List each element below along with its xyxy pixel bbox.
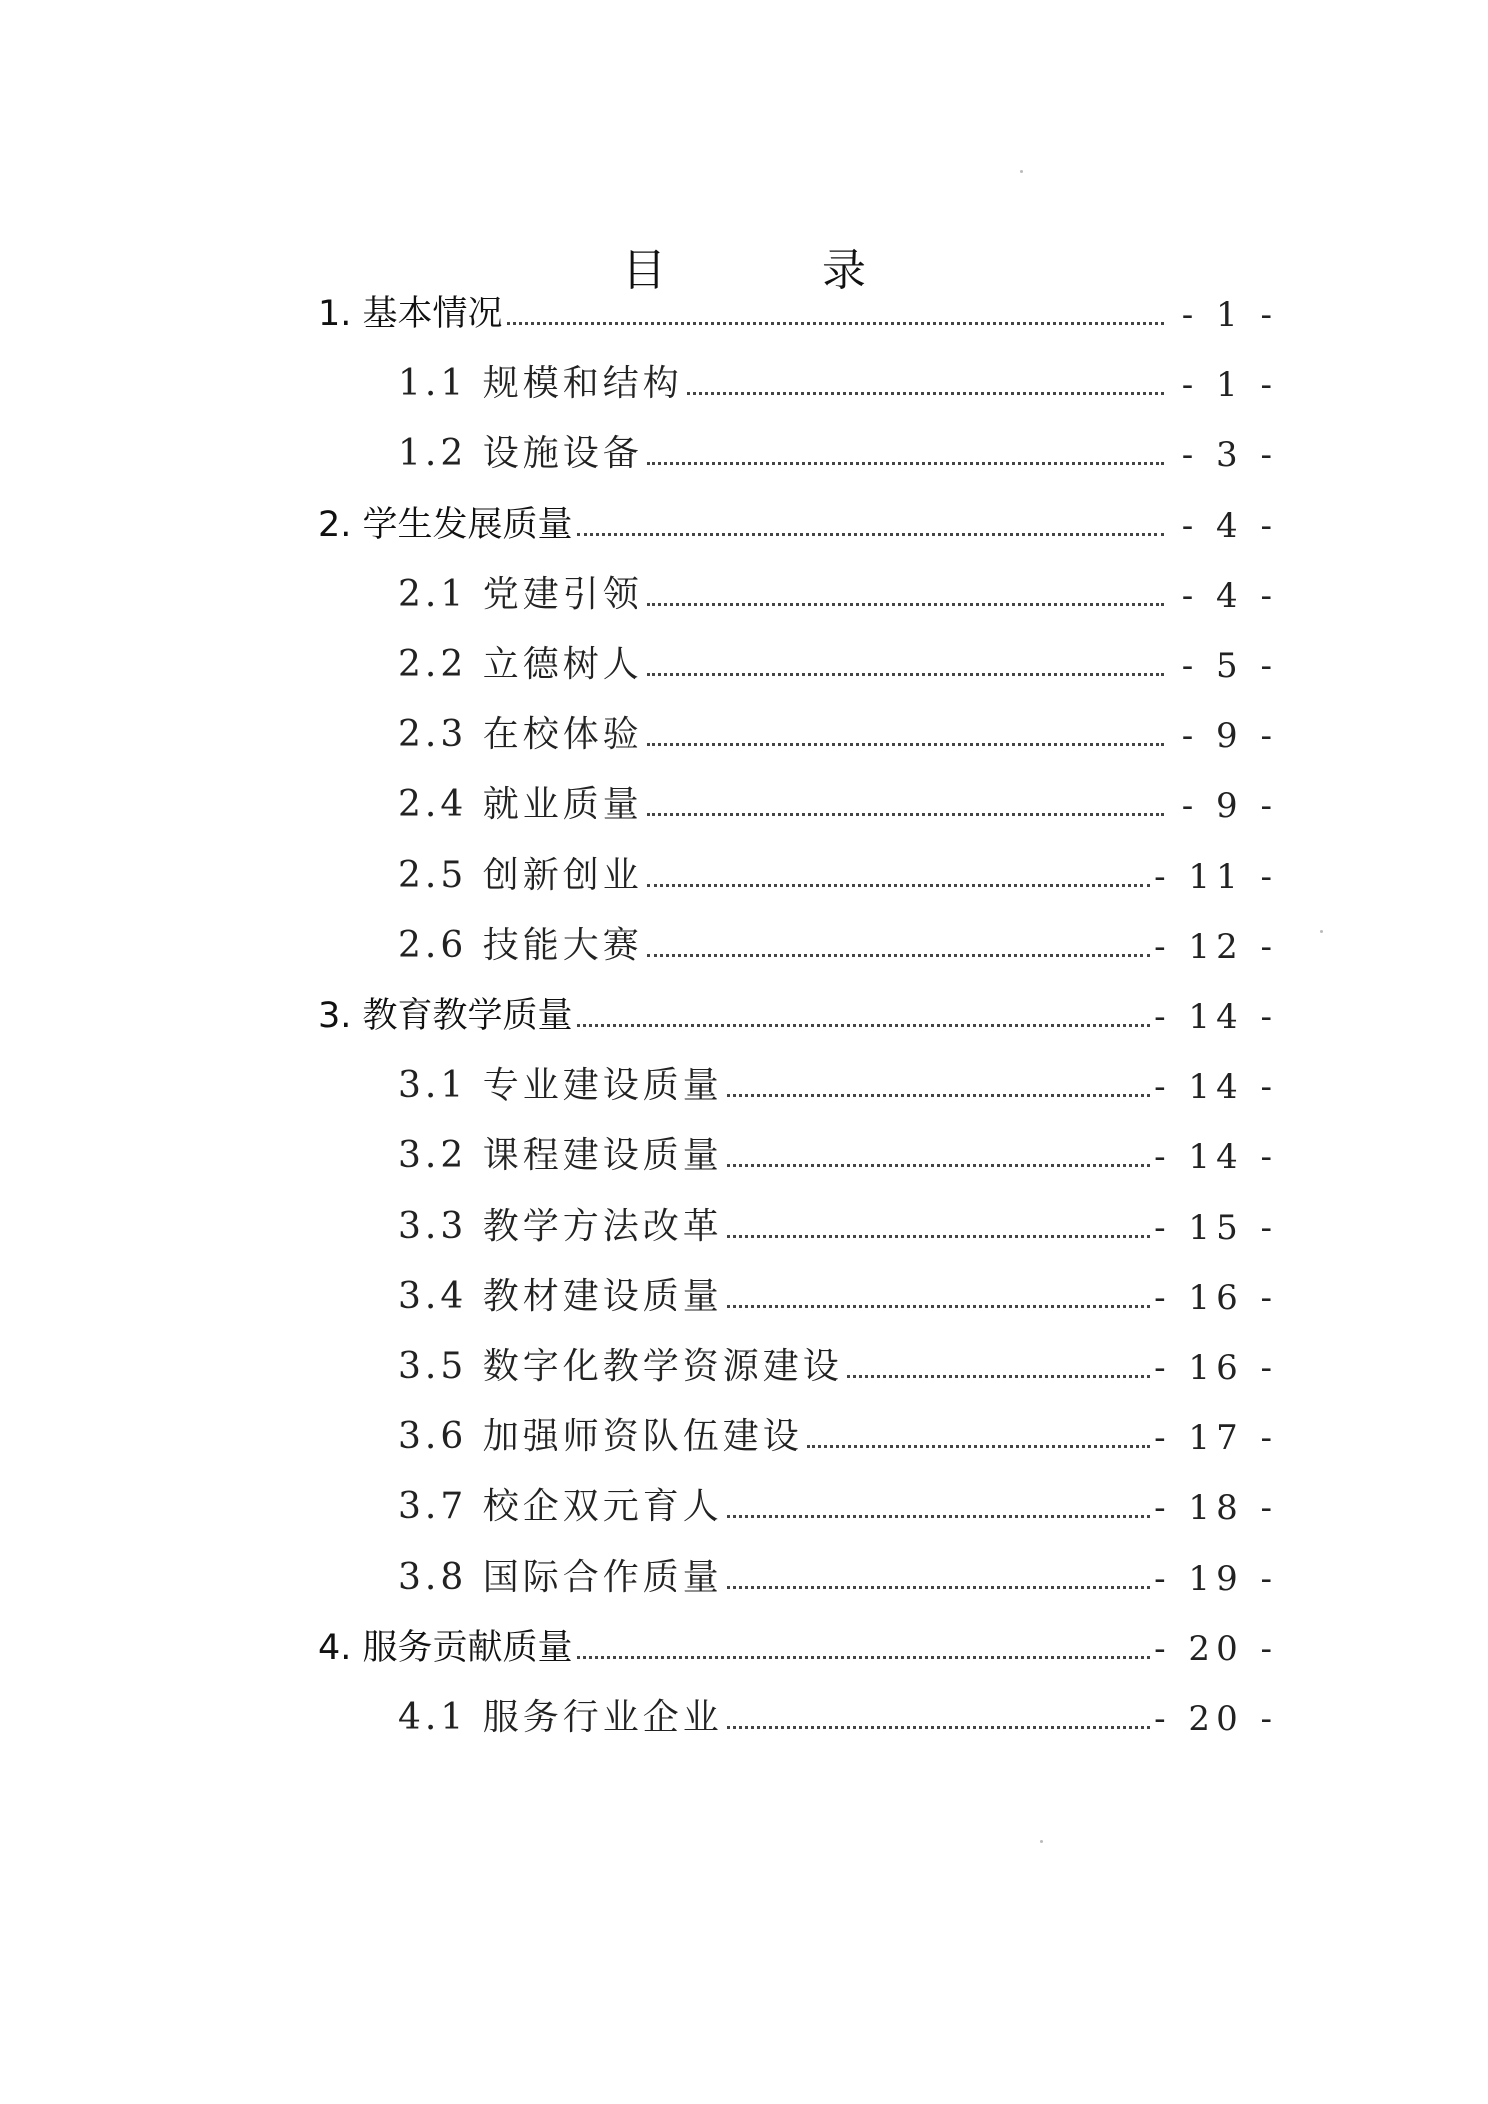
toc-subsection-entry[interactable] bbox=[398, 697, 1278, 757]
toc-page-number: - 1 - bbox=[1181, 365, 1278, 406]
toc-dot-leader bbox=[647, 673, 1164, 676]
toc-dot-leader bbox=[687, 392, 1164, 395]
toc-subsection-entry[interactable] bbox=[398, 908, 1278, 967]
scan-speck bbox=[1040, 1840, 1043, 1843]
toc-section-entry[interactable] bbox=[318, 978, 1278, 1037]
toc-page-number: - 16 - bbox=[1154, 1348, 1278, 1388]
toc-page-number: - 17 - bbox=[1154, 1418, 1278, 1459]
toc-page-number: - 14 - bbox=[1154, 1137, 1278, 1178]
toc-page-number: - 4 - bbox=[1181, 505, 1278, 546]
toc-entry-title: 2. 学生发展质量 bbox=[318, 504, 573, 545]
toc-dot-leader bbox=[847, 1375, 1150, 1378]
toc-dot-leader bbox=[647, 462, 1164, 465]
toc-dot-leader bbox=[647, 603, 1164, 606]
toc-page-number: - 18 - bbox=[1154, 1488, 1278, 1529]
toc-subsection-entry[interactable] bbox=[398, 416, 1278, 476]
toc-entry-title: 2.6 技能大赛 bbox=[398, 924, 643, 966]
toc-section-entry[interactable] bbox=[318, 1610, 1278, 1669]
scan-speck bbox=[1020, 170, 1023, 173]
toc-subsection-entry[interactable] bbox=[398, 1680, 1278, 1739]
toc-subsection-entry[interactable] bbox=[398, 346, 1278, 406]
toc-title: 目 录 bbox=[622, 245, 922, 297]
toc-entry-title: 3.6 加强师资队伍建设 bbox=[398, 1416, 803, 1458]
toc-entry-title: 2.4 就业质量 bbox=[398, 784, 643, 826]
toc-dot-leader bbox=[647, 884, 1150, 887]
toc-dot-leader bbox=[507, 322, 1164, 325]
toc-entry-title: 3.5 数字化教学资源建设 bbox=[398, 1346, 843, 1387]
toc-dot-leader bbox=[647, 743, 1164, 746]
toc-section-entry[interactable] bbox=[318, 276, 1278, 335]
toc-dot-leader bbox=[727, 1515, 1150, 1518]
toc-subsection-entry[interactable] bbox=[398, 1048, 1278, 1108]
toc-page-number: - 14 - bbox=[1154, 1067, 1278, 1108]
toc-page-number: - 9 - bbox=[1181, 716, 1278, 757]
toc-subsection-entry[interactable] bbox=[398, 1259, 1278, 1318]
toc-subsection-entry[interactable] bbox=[398, 557, 1278, 616]
toc-entry-title: 3. 教育教学质量 bbox=[318, 996, 573, 1036]
toc-subsection-entry[interactable] bbox=[398, 1469, 1278, 1529]
toc-dot-leader bbox=[577, 1656, 1151, 1659]
toc-subsection-entry[interactable] bbox=[398, 1399, 1278, 1459]
toc-entry-title: 1.1 规模和结构 bbox=[398, 363, 683, 405]
toc-page-number: - 16 - bbox=[1154, 1277, 1278, 1318]
toc-dot-leader bbox=[727, 1094, 1150, 1097]
toc-page-number: - 19 - bbox=[1154, 1558, 1278, 1599]
toc-dot-leader bbox=[647, 813, 1164, 816]
toc-subsection-entry[interactable] bbox=[398, 627, 1278, 686]
toc-entry-title: 3.3 教学方法改革 bbox=[398, 1205, 723, 1247]
toc-entry-title: 2.1 党建引领 bbox=[398, 573, 643, 615]
toc-entry-title: 2.5 创新创业 bbox=[398, 854, 643, 896]
toc-subsection-entry[interactable] bbox=[398, 1540, 1278, 1599]
toc-dot-leader bbox=[727, 1164, 1150, 1167]
toc-entry-title: 1.2 设施设备 bbox=[398, 433, 643, 475]
toc-dot-leader bbox=[727, 1235, 1150, 1238]
toc-page-number: - 20 - bbox=[1154, 1699, 1278, 1739]
toc-subsection-entry[interactable] bbox=[398, 1118, 1278, 1178]
toc-entry-title: 1. 基本情况 bbox=[318, 294, 503, 334]
toc-dot-leader bbox=[577, 533, 1164, 536]
toc-subsection-entry[interactable] bbox=[398, 838, 1278, 897]
toc-entry-title: 3.8 国际合作质量 bbox=[398, 1556, 723, 1598]
scan-speck bbox=[1320, 930, 1323, 933]
toc-page-number: - 5 - bbox=[1181, 646, 1278, 686]
toc-entry-title: 4.1 服务行业企业 bbox=[398, 1697, 723, 1738]
toc-page-number: - 3 - bbox=[1181, 435, 1278, 476]
toc-entry-title: 3.2 课程建设质量 bbox=[398, 1135, 723, 1177]
toc-subsection-entry[interactable] bbox=[398, 1329, 1278, 1388]
toc-section-entry[interactable] bbox=[318, 487, 1278, 546]
toc-dot-leader bbox=[727, 1726, 1150, 1729]
toc-entry-title: 3.1 专业建设质量 bbox=[398, 1065, 723, 1107]
toc-entry-title: 2.2 立德树人 bbox=[398, 644, 643, 685]
toc-entry-title: 3.4 教材建设质量 bbox=[398, 1275, 723, 1317]
toc-entry-title: 3.7 校企双元育人 bbox=[398, 1486, 723, 1528]
toc-subsection-entry[interactable] bbox=[398, 1189, 1278, 1248]
toc-entry-title: 2.3 在校体验 bbox=[398, 714, 643, 756]
toc-dot-leader bbox=[807, 1445, 1150, 1448]
toc-subsection-entry[interactable] bbox=[398, 767, 1278, 827]
toc-page-number: - 9 - bbox=[1181, 786, 1278, 827]
toc-page-number: - 12 - bbox=[1154, 926, 1278, 967]
toc-page-number: - 20 - bbox=[1154, 1628, 1278, 1669]
toc-entry-title: 4. 服务贡献质量 bbox=[318, 1627, 573, 1668]
toc-dot-leader bbox=[577, 1024, 1151, 1027]
toc-dot-leader bbox=[647, 954, 1150, 957]
toc-page-number: - 15 - bbox=[1154, 1207, 1278, 1248]
toc-dot-leader bbox=[727, 1586, 1150, 1589]
toc-page-number: - 1 - bbox=[1181, 295, 1278, 335]
toc-page-number: - 4 - bbox=[1181, 575, 1278, 616]
toc-page-number: - 11 - bbox=[1154, 856, 1278, 897]
toc-dot-leader bbox=[727, 1305, 1150, 1308]
toc-page-number: - 14 - bbox=[1154, 997, 1278, 1037]
